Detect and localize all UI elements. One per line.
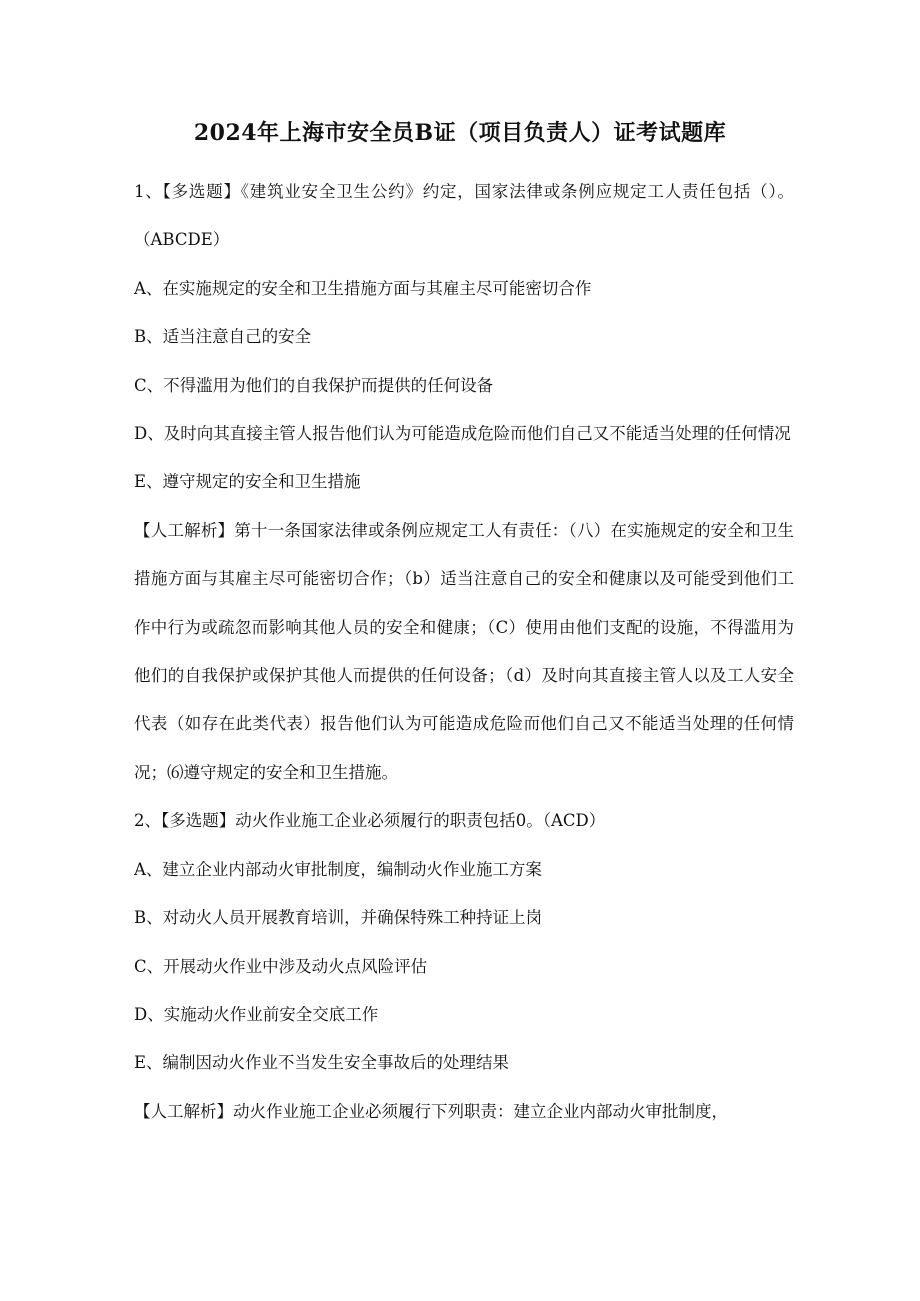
option-a: A、在实施规定的安全和卫生措施方面与其雇主尽可能密切合作: [134, 278, 592, 298]
option-e: E、编制因动火作业不当发生安全事故后的处理结果: [134, 1053, 510, 1073]
option-b: B、对动火人员开展教育培训，并确保特殊工种持证上岗: [134, 908, 543, 928]
option-c: C、不得滥用为他们的自我保护而提供的任何设备: [134, 375, 494, 395]
option-c: C、开展动火作业中涉及动火点风险评估: [134, 956, 428, 976]
question-2: [134, 797, 794, 1136]
option-b: B、适当注意自己的安全: [134, 327, 312, 347]
option-d: D、及时向其直接主管人报告他们认为可能造成危险而他们自己又不能适当处理的任何情况: [134, 424, 791, 444]
analysis-text: 【人工解析】第十一条国家法律或条例应规定工人有责任：（八）在实施规定的安全和卫生措施方面与其雇主尽可能密切合作；（b）适当注意自己的安全和健康以及可能受到他们工作中行为或疏忽而影响其他人员的安全和健康；（C）使用由他们支配的设施，不得滥用为他们的自我保护或保护其他人而提供的任何设备；（d）及时向其直接主管人以及工人安全代表（如存在此类代表）报告他们认为可能造成危险而他们自己又不能适当处理的任何情况；⑹遵守规定的安全和卫生措施。: [134, 520, 794, 782]
analysis-text: 【人工解析】动火作业施工企业必须履行下列职责：建立企业内部动火审批制度，: [134, 1101, 728, 1121]
option-a: A、建立企业内部动火审批制度，编制动火作业施工方案: [134, 859, 542, 879]
option-d: D、实施动火作业前安全交底工作: [134, 1004, 379, 1024]
question-1: [134, 168, 794, 797]
question-list: [134, 168, 794, 1136]
option-e: E、遵守规定的安全和卫生措施: [134, 472, 361, 492]
question-stem: 2、【多选题】动火作业施工企业必须履行的职责包括0。（ACD）: [134, 811, 606, 831]
page-title: 2024年上海市安全员B证（项目负责人）证考试题库: [193, 120, 727, 146]
question-stem: 1、【多选题】《建筑业安全卫生公约》约定，国家法律或条例应规定工人责任包括（）。（ABCDE）: [134, 182, 794, 250]
